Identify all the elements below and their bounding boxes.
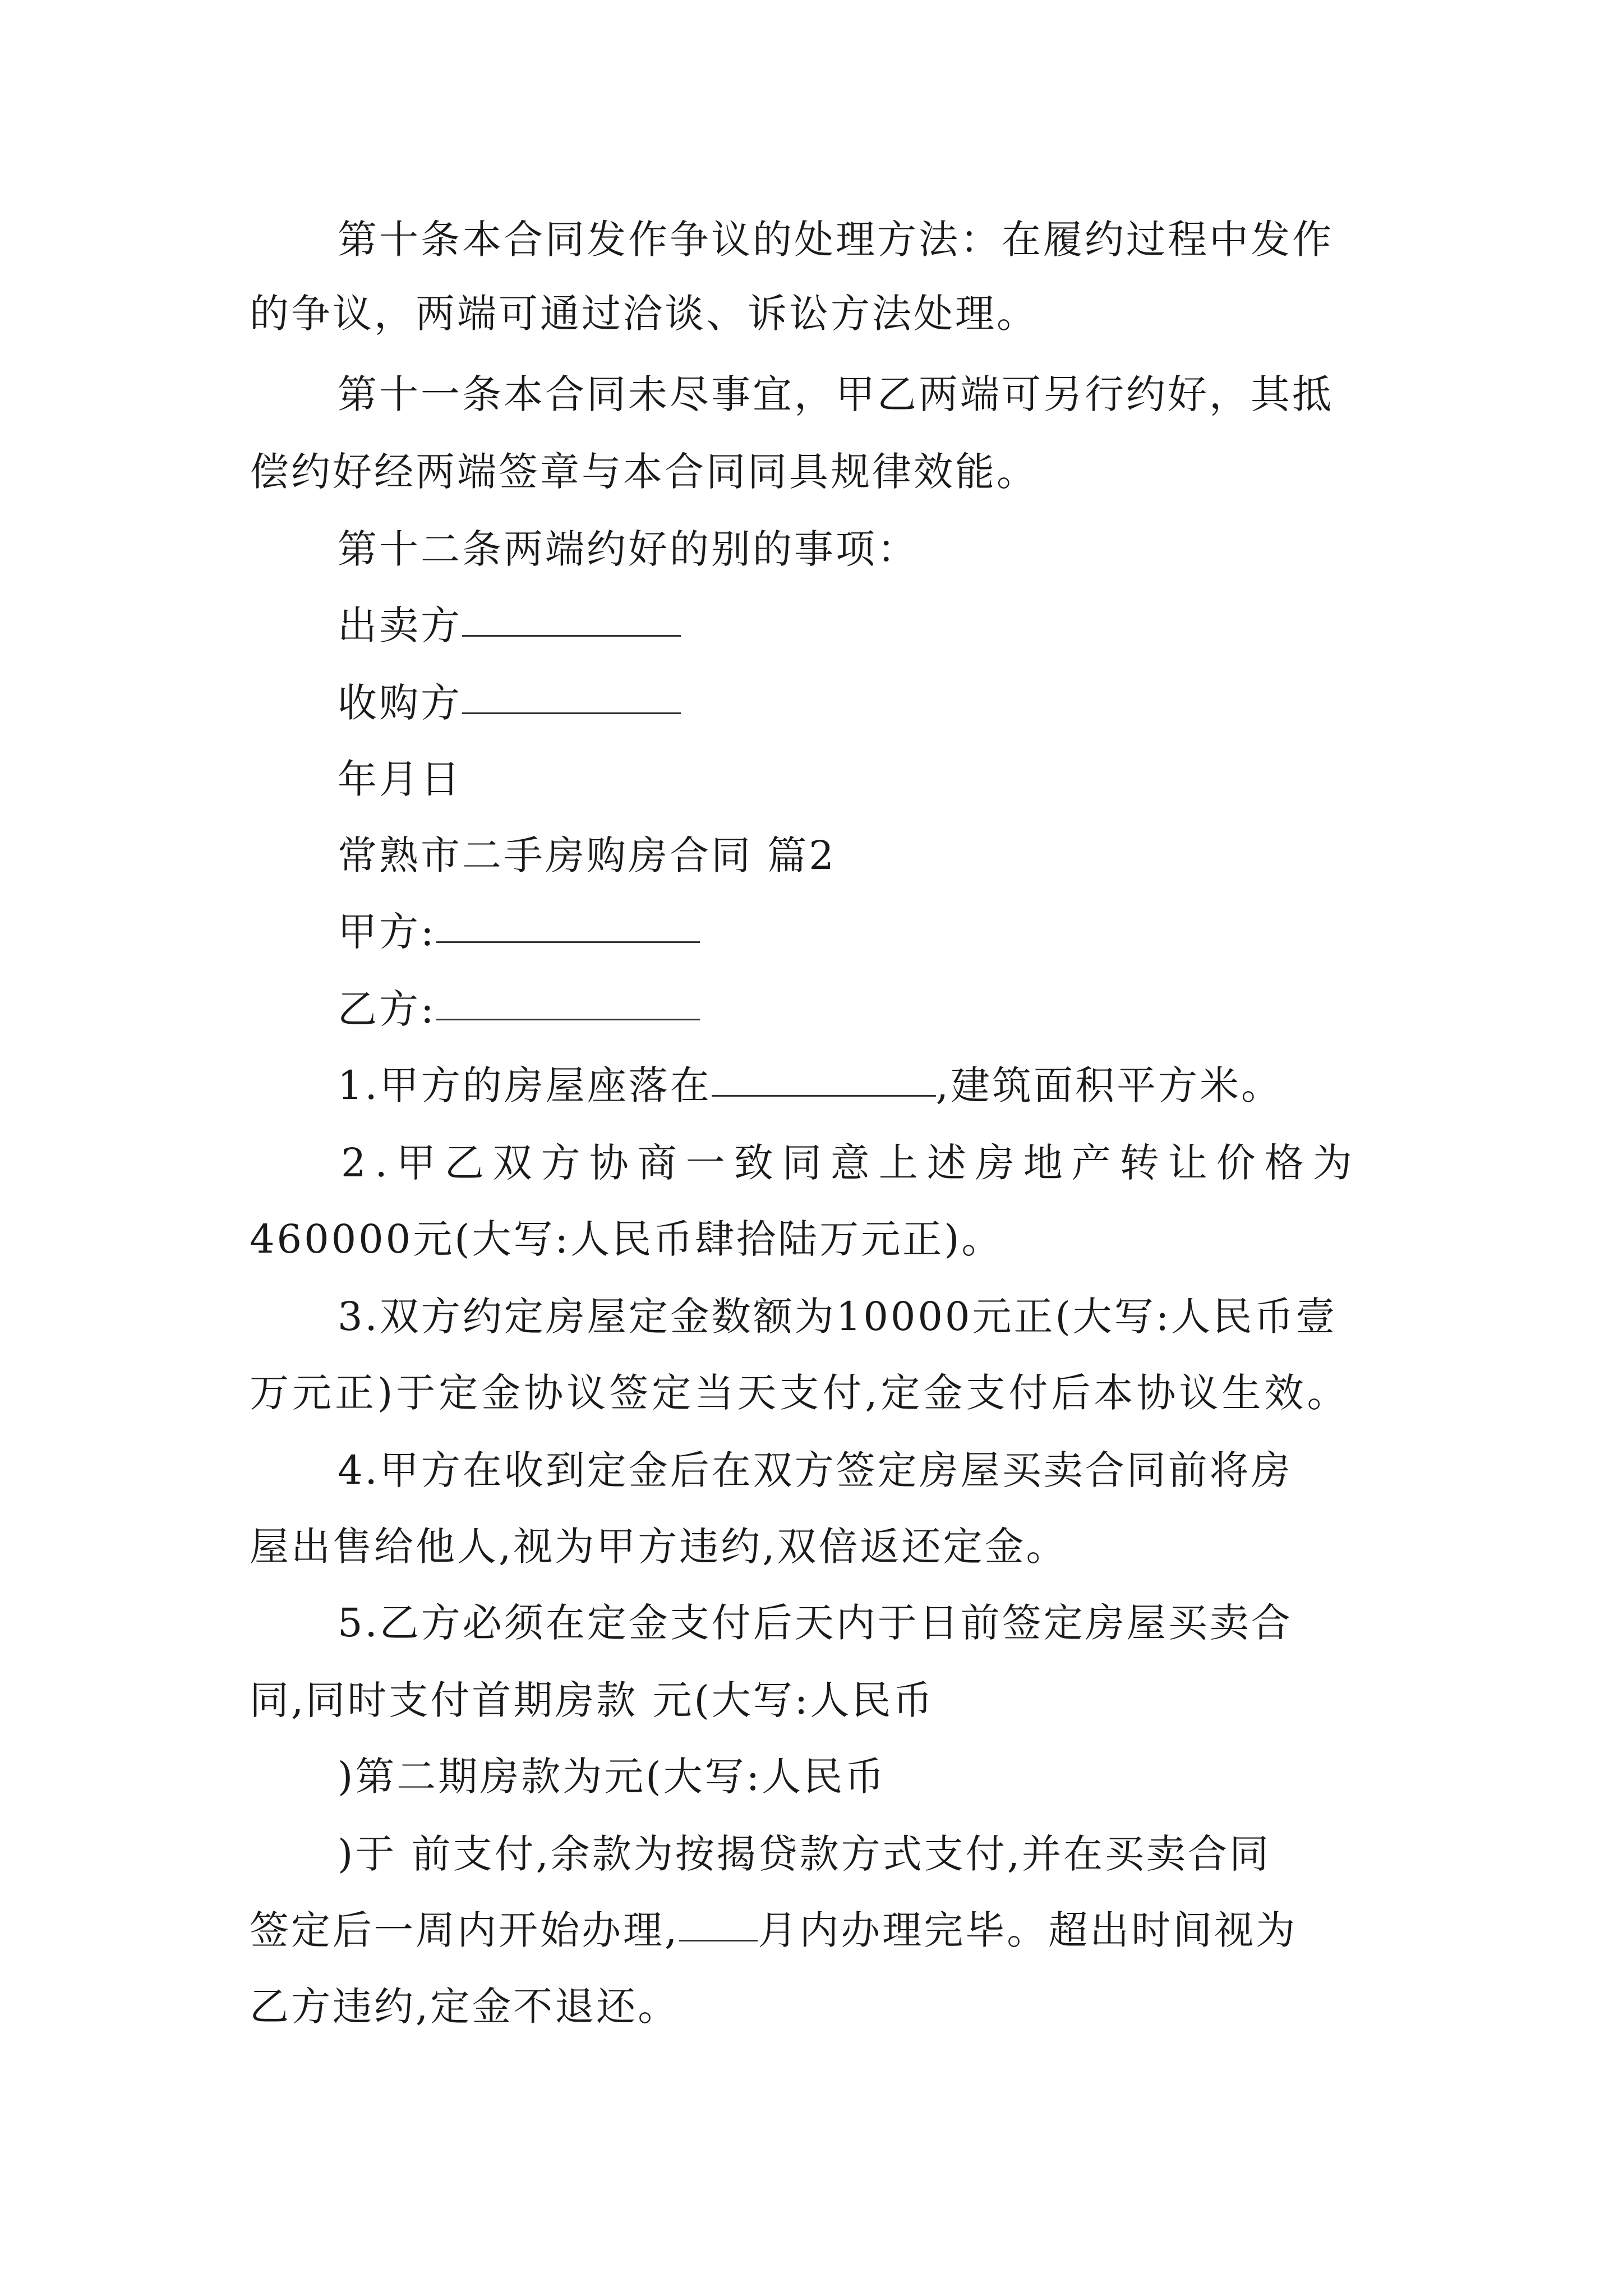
paragraph-line: 第十条本合同发作争议的处理方法：在履约过程中发作 xyxy=(338,217,1334,263)
party-a-label: 甲方: xyxy=(338,909,436,955)
party-b-blank xyxy=(436,1019,700,1020)
clause-5-line: 同,同时支付首期房款 元(大写:人民币 xyxy=(250,1677,935,1723)
section-title: 常熟市二手房购房合同 篇2 xyxy=(338,832,836,878)
party-b-label: 乙方: xyxy=(338,986,436,1032)
clause-1-text: 1.甲方的房屋座落在 xyxy=(338,1062,712,1108)
date-line: 年月日 xyxy=(338,756,462,802)
party-a-line xyxy=(338,909,700,955)
clause-5-line xyxy=(250,1907,1298,1953)
clause-2-line: 460000元(大写:人民币肆拾陆万元正)。 xyxy=(250,1216,1003,1262)
paragraph-line: 第十二条两端约好的别的事项： xyxy=(338,526,919,572)
buyer-label: 收购方 xyxy=(338,680,462,726)
paragraph-line: 偿约好经两端签章与本合同同具规律效能。 xyxy=(250,449,1038,495)
months-blank xyxy=(679,1940,758,1941)
clause-4-line: 4.甲方在收到定金后在双方签定房屋买卖合同前将房 xyxy=(338,1447,1293,1493)
clause-5-line: 5.乙方必须在定金支付后天内于日前签定房屋买卖合 xyxy=(338,1600,1293,1646)
seller-blank xyxy=(462,635,681,637)
clause-4-line: 屋出售给他人,视为甲方违约,双倍返还定金。 xyxy=(250,1524,1068,1570)
clause-5-line: )于 前支付,余款为按揭贷款方式支付,并在买卖合同 xyxy=(338,1831,1271,1877)
clause-5-line: 乙方违约,定金不退还。 xyxy=(250,1984,680,2030)
buyer-line xyxy=(338,680,681,726)
paragraph-line: 第十一条本合同未尽事宜，甲乙两端可另行约好，其抵 xyxy=(338,371,1334,417)
clause-1-line xyxy=(338,1062,1283,1108)
party-b-line xyxy=(338,986,700,1032)
seller-label: 出卖方 xyxy=(338,602,462,648)
paragraph-line: 的争议，两端可通过洽谈、诉讼方法处理。 xyxy=(250,291,1038,337)
clause-3-line: 3.双方约定房屋定金数额为10000元正(大写:人民币壹 xyxy=(338,1294,1338,1340)
party-a-blank xyxy=(436,941,700,943)
clause-2-line: 2.甲乙双方协商一致同意上述房地产转让价格为 xyxy=(341,1140,1361,1186)
buyer-blank xyxy=(462,712,681,714)
clause-5-line: )第二期房款为元(大写:人民币 xyxy=(338,1754,887,1800)
clause-5-text-end: 月内办理完毕。超出时间视为 xyxy=(758,1907,1298,1953)
seller-line xyxy=(338,602,681,648)
clause-1-text-end: ,建筑面积平方米。 xyxy=(935,1062,1283,1108)
clause-3-line: 万元正)于定金协议签定当天支付,定金支付后本协议生效。 xyxy=(250,1370,1350,1416)
clause-5-text: 签定后一周内开始办理, xyxy=(250,1907,680,1953)
location-blank xyxy=(712,1095,936,1097)
